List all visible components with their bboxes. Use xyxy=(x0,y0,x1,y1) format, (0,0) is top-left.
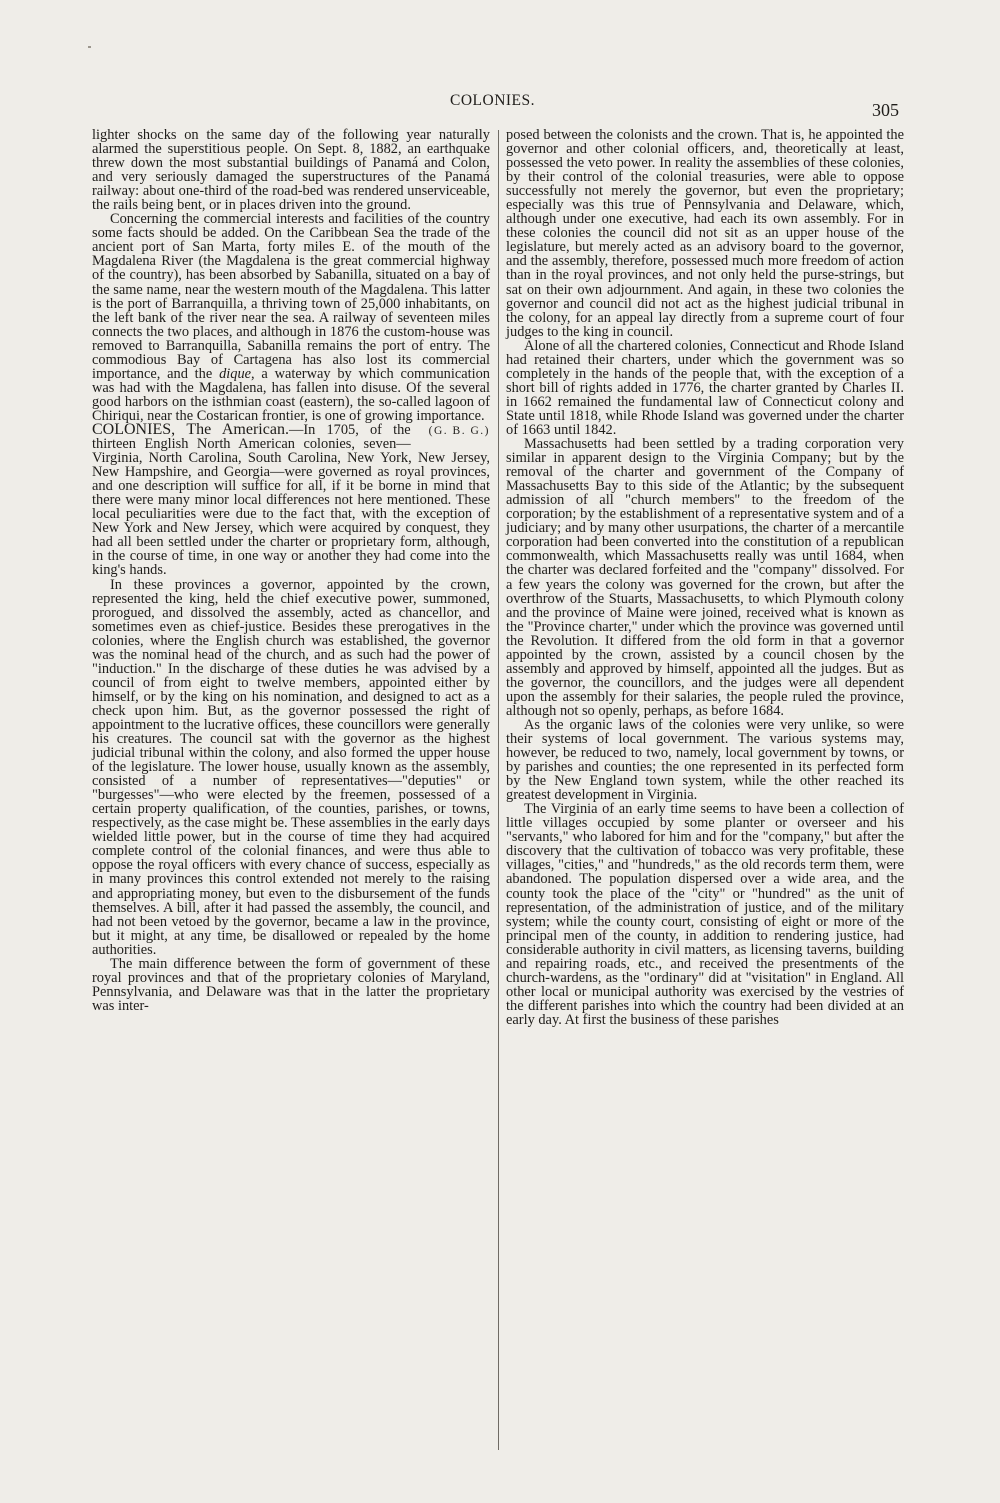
italic-term-dique: dique xyxy=(219,365,252,382)
column-divider xyxy=(498,130,499,1450)
left-column xyxy=(92,128,490,1013)
paragraph-local-government: As the organic laws of the colonies were very unlike, so were their systems of local government. The various systems may, however, be reduced to two, namely, local government by towns, or by parishes and counties; the one represented in its perfected form by the New England town system, while the other reached its greatest development in Virginia. xyxy=(506,716,904,804)
paragraph-chartered-colonies: Alone of all the chartered colonies, Connecticut and Rhode Island had retained their charters, under which the government was so completely in the hands of the people that, with the exception of a short bill of rights added in 1776, the charter granted by Charles II. in 1662 remained the fundamental law of Connecticut colony and State until 1818, while Rhode Island was governed under the charter of 1663 until 1842. xyxy=(506,337,904,438)
entry-colonies-american xyxy=(92,420,490,579)
paragraph-text: Concerning the commercial interests and facilities of the country some facts should be added. On the Caribbean Sea the trade of the ancient port of San Marta, forty miles E. of the mouth of the Magdalena River (the Magdalena is the great commercial highway of the country), has been absorbed by Sabanilla, situated on a bay of the same name, near the western mouth of the Magdalena. This latter is the port of Barranquilla, a thriving town of 25,000 inhabitants, on the left bank of the river near the sea. A railway of seventeen miles connects the two places, and although in 1876 the custom-house was removed to Barranquilla, Sabanilla remains the port of entry. The commodious Bay of Cartagena has also lost its commercial importance, and the xyxy=(92,211,490,382)
paragraph-text: —In 1705, of the thirteen English North American colonies, seven—Virginia, North Carolina, South Carolina, New York, New Jersey, New Hampshire, and Georgia—were governed as royal provinces, and one description will suffice for all, if it be borne in mind that there were many minor local differences not here mentioned. These local peculiarities were due to the fact that, with the exception of New York and New Jersey, which were acquired by conquest, they had all been settled under the charter or proprietary form, although, in the course of time, in one way or another they had come into the king's hands. xyxy=(92,421,490,579)
paragraph-text: , a waterway by which communication was had with the Magdalena, has fallen into disuse. Of the several good harbors on the isthmian coast (eastern), the so-called lagoon of Chiriqui, near the Costarican frontier, is one of growing importance. xyxy=(92,365,490,424)
paragraph-proprietary-continued: posed between the colonists and the crown. That is, he appointed the governor and other colonial officers, and, theoretically at least, possessed the veto power. In reality the assemblies of these colonies, by their control of the colonial treasuries, were able to oppose successfully not merely the governor, but even the proprietary; especially was this true of Pennsylvania and Delaware, which, although under one executive, had each its own assembly. For in these colonies the council did not sit as an upper house of the legislature, but merely acted as an advisory board to the governor, and the assembly, therefore, possessed much more freedom of action than in the royal provinces, and not only held the purse-strings, but sat on their own adjournment. And again, in these two colonies the governor and council did not act as the highest judicial tribunal in the colony, for an appeal lay directly from a supreme court of four judges to the king in council. xyxy=(506,127,904,340)
scan-speck xyxy=(88,46,91,48)
paragraph-massachusetts: Massachusetts had been settled by a trading corporation very similar in apparent design to the Virginia Company; but by the removal of the charter and government of the Company of Massachusetts Bay to this side of the Atlantic; by the subsequent admission of all "church members" to the freedom of the corporation; by the establishment of a representative system and of a judiciary; and by many other usurpations, the charter of a mercantile corporation had been converted into the constitution of a republican commonwealth, which Massachusetts really was until 1684, when the charter was declared forfeited and the "company" dissolved. For a few years the colony was governed for the crown, but after the overthrow of the Stuarts, Massachusetts, to which Plymouth colony and the province of Maine were joined, received what is known as the "Province charter," under which the province was governed until the Revolution. It differed from the old form in that a governor appointed by the crown, assisted by a council chosen by the assembly and approved by himself, appointed all the judges. But as the governor, the councillors, and the judges were all dependent upon the assembly for their salaries, the people ruled the province, although not so openly, perhaps, as before 1684. xyxy=(506,436,904,719)
page-header xyxy=(0,92,1000,118)
entry-headword: COLONIES, The American. xyxy=(92,420,289,438)
right-column xyxy=(506,128,904,1027)
paragraph-proprietary-difference: The main difference between the form of government of these royal provinces and that of the proprietary colonies of Maryland, Pennsylvania, and Delaware was that in the latter the proprietary was inter- xyxy=(92,955,490,1014)
page-number: 305 xyxy=(872,100,899,120)
paragraph-virginia: The Virginia of an early time seems to have been a collection of little villages occupied by some planter or overseer and his "servants," who labored for him and for the "company," but after the discovery that the cultivation of tobacco was very profitable, these villages, "cities," and "hundreds," as the old records term them, were abandoned. The population dispersed over a wide area, and the county took the place of the "city" or "hundred" as the unit of representation, of the administration of justice, and of the military system; while the county court, consisting of eight or more of the principal men of the county, in addition to rendering justice, had considerable authority in civil matters, as licensing taverns, building and repairing roads, etc., and received the presentments of the church-wardens, as the "ordinary" did at "visitation" in England. All other local or municipal authority was exercised by the vestries of the different parishes into which the country had been divided at an early day. At first the business of these parishes xyxy=(506,801,904,1028)
paragraph-earthquake-continued: lighter shocks on the same day of the following year naturally alarmed the superstitious people. On Sept. 8, 1882, an earthquake threw down the most substantial buildings of Panamá and Colon, and very seriously damaged the superstructures of the Panamá railway: about one-third of the road-bed was rendered unserviceable, the rails being bent, or in places driven into the ground. xyxy=(92,127,490,214)
running-title: COLONIES. xyxy=(450,92,536,109)
paragraph-royal-provinces: In these provinces a governor, appointed by the crown, represented the king, held the chief executive power, summoned, prorogued, and dissolved the assembly, acted as chancellor, and sometimes even as chief-justice. Besides these prerogatives in the colonies, where the English church was established, the governor was the nominal head of the church, and as such had the power of "induction." In the discharge of these duties he was advised by a council of from eight to twelve members, appointed either by himself, or by the king on his nomination, and designed to act as a check upon him. But, as the governor possessed the right of appointment to the lucrative offices, these councillors were generally his creatures. The council sat with the governor as the highest judicial tribunal within the colony, and also formed the upper house of the legislature. The lower house, usually known as the assembly, consisted of a number of representatives—"deputies" or "burgesses"—who were elected by the freemen, possessed of a certain property qualification, of the counties, parishes, or towns, respectively, as the case might be. These assemblies in the early days wielded little power, but in the course of time they had acquired complete control of the colonial finances, and were thus able to oppose the royal officers with every chance of success, especially as in many provinces this control extended not merely to the raising and appropriating money, but even to the disbursement of the funds themselves. A bill, after it had passed the assembly, the council, and had not been vetoed by the governor, became a law in the province, but it might, at any time, be disallowed or repealed by the home authorities. xyxy=(92,576,490,958)
author-signature: (G. B. G.) xyxy=(428,424,490,437)
